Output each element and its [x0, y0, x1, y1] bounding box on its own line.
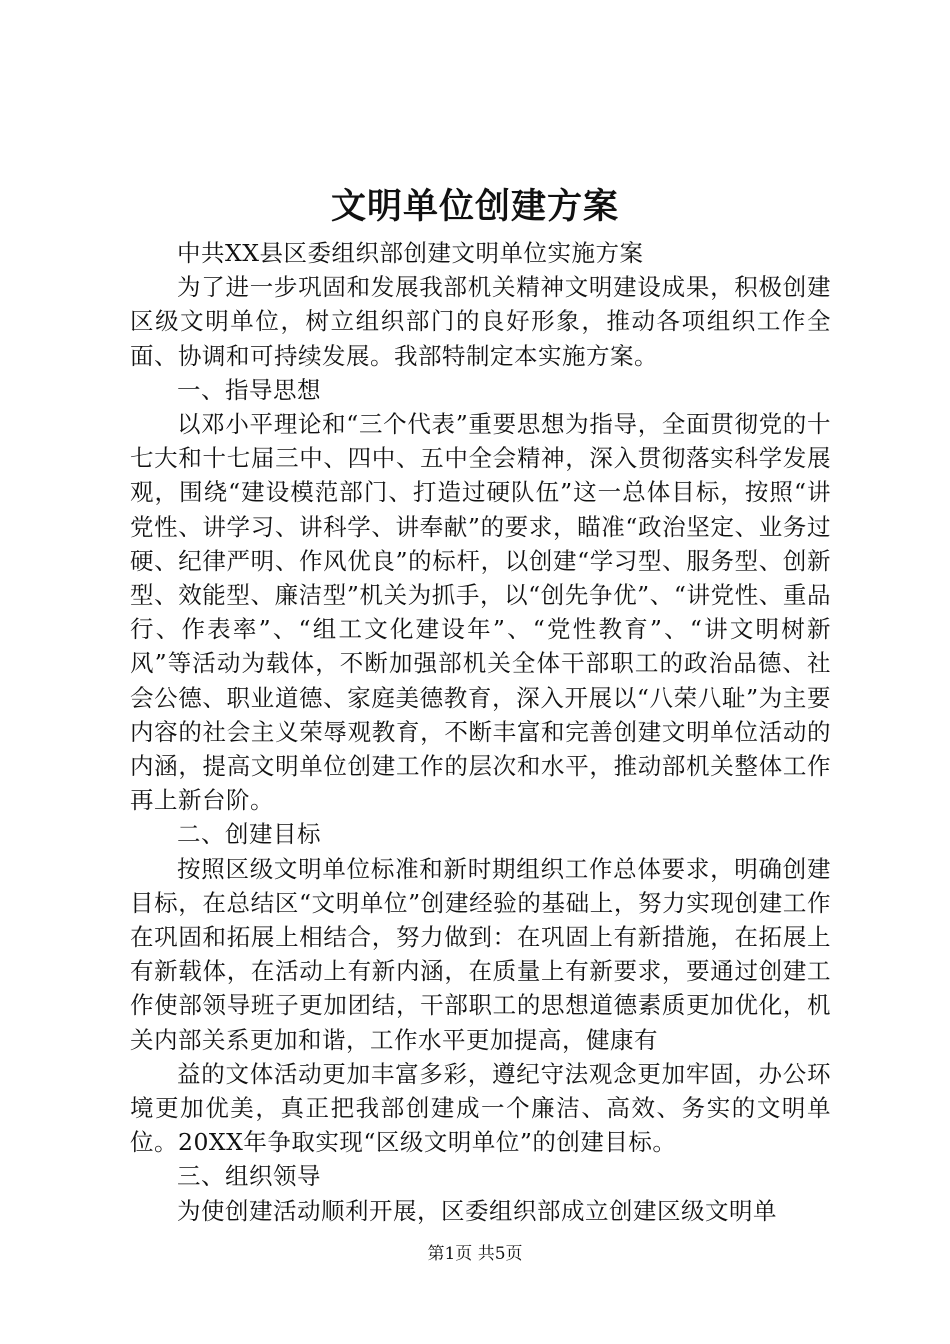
section-heading-goals: 二、创建目标 [177, 820, 321, 849]
paragraph-goals-continued: 益的文体活动更加丰富多彩，遵纪守法观念更加牢固，办公环境更加优美，真正把我部创建成一个廉洁、高效、务实的文明单位。20XX年争取实现“区级文明单位”的创建目标。 [130, 1059, 831, 1157]
paragraph-intro: 为了进一步巩固和发展我部机关精神文明建设成果，积极创建区级文明单位，树立组织部门的良好形象，推动各项组织工作全面、协调和可持续发展。我部特制定本实施方案。 [130, 273, 831, 370]
paragraph-subtitle: 中共XX县区委组织部创建文明单位实施方案 [177, 239, 644, 267]
document-title: 文明单位创建方案 [330, 186, 619, 227]
paragraph-goals: 按照区级文明单位标准和新时期组织工作总体要求，明确创建目标，在总结区“文明单位”创建经验的基础上，努力实现创建工作在巩固和拓展上相结合，努力做到：在巩固上有新措施，在拓展上有新载体，在活动上有新内涵，在质量上有新要求，要通过创建工作使部领导班子更加团结，干部职工的思想道德素质更加优化，机关内部关系更加和谐，工作水平更加提高，健康有 [130, 854, 831, 1054]
paragraph-leadership: 为使创建活动顺利开展，区委组织部成立创建区级文明单 [177, 1196, 777, 1225]
paragraph-guiding-ideology: 以邓小平理论和“三个代表”重要思想为指导，全面贯彻党的十七大和十七届三中、四中、五中全会精神，深入贯彻落实科学发展观，围绕“建设模范部门、打造过硬队伍”这一总体目标，按照“讲党性、讲学习、讲科学、讲奉献”的要求，瞄准“政治坚定、业务过硬、纪律严明、作风优良”的标杆，以创建“学习型、服务型、创新型、效能型、廉洁型”机关为抓手，以“创先争优”、“讲党性、重品行、作表率”、“组工文化建设年”、“党性教育”、“讲文明树新风”等活动为载体，不断加强部机关全体干部职工的政治品德、社会公德、职业道德、家庭美德教育，深入开展以“八荣八耻”为主要内容的社会主义荣辱观教育，不断丰富和完善创建文明单位活动的内涵，提高文明单位创建工作的层次和水平，推动部机关整体工作再上新台阶。 [130, 410, 831, 815]
document-body [130, 236, 831, 1228]
page-number-footer: 第1页 共5页 [427, 1244, 523, 1264]
section-heading-leadership: 三、组织领导 [177, 1162, 321, 1191]
section-heading-guiding-ideology: 一、指导思想 [177, 375, 321, 404]
